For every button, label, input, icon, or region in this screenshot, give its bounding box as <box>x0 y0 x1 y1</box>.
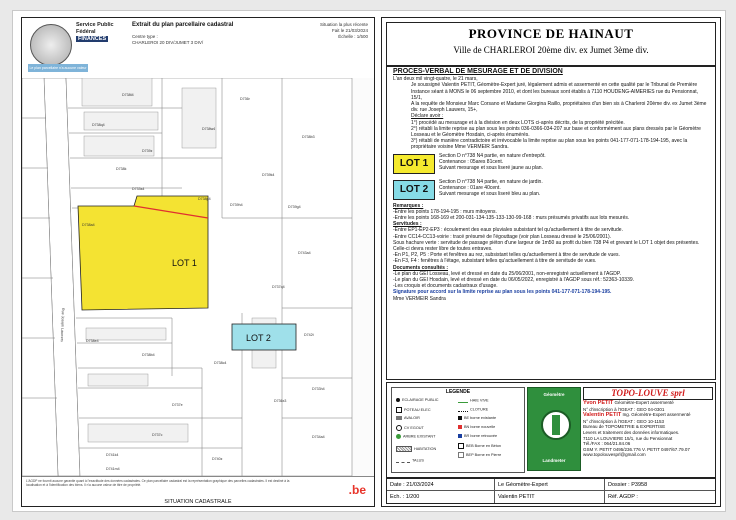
province-title: PROVINCE DE HAINAUT <box>468 26 634 41</box>
legend-item: TALUS <box>396 458 424 463</box>
province-box <box>386 22 716 66</box>
document-item: -Le plan du GEI Losseau, levé et dressé en date du 25/06/2001, non-enregistré actuellement à l'AGDP. <box>393 270 621 277</box>
parcel-label: D741k4 <box>106 453 119 457</box>
parcel-label: D738a4 <box>82 223 95 227</box>
parcel-label: D743a4 <box>298 251 311 255</box>
legend-block <box>386 382 716 478</box>
lot2-badge: LOT 2 <box>393 180 435 200</box>
intro-paragraph: Je soussigné Valentin PETIT, Géomètre-Expert juré, légalement admis et assermenté en cette qualité par le Tribunal de Première Instance séant à MONS le 06 septembre 2010, et dont les bureaux sont établis à 7110 HOUDENG-AIMERIES rue du Pensionnat, 15/1, <box>411 82 699 101</box>
remarque-item: -Entre les points 178-194-195 : murs mitoyens. <box>393 208 497 215</box>
signature-line: Signature pour accord sur la limite reprise au plan sous les points 041-177-071-178-194-195. <box>393 289 612 296</box>
legend-title: LEGENDE <box>445 389 471 395</box>
geometre-cell: Le Géomètre-Expert <box>495 479 605 491</box>
coat-of-arms-icon <box>30 24 72 66</box>
company-name: TOPO-LOUVE sprl <box>583 387 713 400</box>
legend-item: ECLAIRAGE PUBLIC <box>396 398 439 402</box>
declare-heading: Déclare avoir : <box>411 113 444 120</box>
situation-title: SITUATION CADASTRALE <box>164 499 232 505</box>
surveyor-2-reg: N° d'inscription à l'IGEAT : GEO 10-1153 <box>583 418 665 424</box>
company-block: TOPO-LOUVE sprl Yvon PETIT Géomètre-Expert assermenté N° d'inscription à l'IGEAT : GEO 04-0301 Valentin PETIT Ing. Géomètre-Expert assermenté N° d'inscription à l'IGEAT : GEO 10-1153 Bureau de TOPOMETRIE & EXPERTISE Levers et traitement des données informatiques. 7110 LA LOUVIERE 15/1, rue du Pensionnat Tél./FAX : 064/21.84.06 GSM Y. PETIT 0495/236.776 V. PETIT 0497/67.79.07 www.topolouvesprl@gmail.com <box>583 387 713 471</box>
lot1-badge: LOT 1 <box>393 154 435 174</box>
proces-verbal <box>386 66 716 380</box>
signer-name: Mme VERMEIR Sandra <box>393 295 446 302</box>
legend-item: BN borne nouvelle <box>458 425 495 429</box>
company-line: 7110 LA LOUVIERE 15/1, rue du Pensionnat <box>583 435 673 441</box>
declare-item: 1°) procédé au mesurage et à la division en deux LOTS ci-après décrits, de la propriété précitée. <box>411 119 625 126</box>
parcel-label: D742t <box>304 333 314 337</box>
servitude-item: Sous hachure verte : servitude de passage piéton d'une largeur de 1m50 au profit du bien 738 P4 et grevant le LOT 1 objet des présentes. Celle-ci devra rester libre de toutes entraves. <box>393 239 700 253</box>
surveyor-1-reg: N° d'inscription à l'IGEAT : GEO 04-0301 <box>583 406 665 412</box>
lot1-description: Section D n°738 N4 partie, en nature d'entrepôt. Contenance : 05ares 81cent. Suivant mesurage et sous liseré jaune au plan. <box>439 152 546 171</box>
company-line: Levers et traitement des données informatiques. <box>583 429 680 435</box>
cadastral-footer <box>22 476 374 507</box>
parcel-label: D738q4 <box>92 123 105 127</box>
commune-info: Centre type : CHARLEROI 20 DIV/JUMET 3 DIV/ <box>132 34 204 45</box>
streetlight-icon <box>396 398 400 402</box>
servitude-item: -En P1, P2, P5 : Porte et fenêtres au rez, subsistant telles qu'actuellement à titre de servitude de vues. <box>393 252 620 259</box>
parcel-label: D738w4 <box>202 127 216 131</box>
parcel-label: D741m4 <box>106 467 120 471</box>
parcel-label: D739z <box>142 149 153 153</box>
parcel-label: D734a4 <box>312 435 325 439</box>
survey-report <box>381 17 721 507</box>
date-line: L'an deux mil vingt-quatre, le 21 mars, <box>393 76 478 83</box>
legend-item: HAIE VIVE <box>458 398 489 403</box>
scale-cell: Ech. : 1/200 <box>387 491 495 503</box>
cadastral-map <box>22 78 374 476</box>
compass-icon <box>541 410 571 440</box>
parcel-label: D737e <box>172 403 183 407</box>
legend-item: CLOTURE <box>458 407 488 412</box>
date-cell: Date : 21/03/2024 <box>387 479 495 491</box>
street-label: Rue Joseph Lauwers <box>59 307 65 342</box>
slope-icon <box>396 458 410 463</box>
lot1-parcel <box>78 196 208 310</box>
surveyor-2-name: Valentin PETIT <box>583 412 622 419</box>
boundary-mark-icon <box>458 416 462 420</box>
servitude-item: -En F3, F4 : fenêtres à l'étage, subsistant telles qu'actuellement à titre de servitude de vues. <box>393 258 597 265</box>
geometre-badge <box>527 387 581 471</box>
legend <box>391 387 525 473</box>
be-logo-text: .be <box>348 483 366 497</box>
parcel-label: D738c4 <box>214 361 227 365</box>
finances-label: FINANCES <box>78 36 107 42</box>
sewer-icon <box>396 425 402 431</box>
parcel-label: D733s4 <box>132 187 145 191</box>
remarque-item: -Entre les points 168-169 et 200-031-134-135-133-130-99-168 : murs présumés privatifs aux lots mesurés. <box>393 215 630 222</box>
request-paragraph: A la requête de Monsieur Marc Corsano et Madame Giorgina Raillo, propriétaires d'un bien sis à Charleroi 20ème div. ex Jumet 3ème div. rue Joseph Lauwers, 15+, <box>411 101 707 114</box>
declare-item: 3°) rétabli de manière contradictoire et irrévocable la limite reprise au plan sous les points 041-177-071-178-194-195, avec la propriétaire voisine Mme VERMEIR Sandra. <box>411 138 688 151</box>
parcel-label: D736x3 <box>274 399 287 403</box>
servitude-item: -Entre CC14-CC13-voirie : tracé présumé de l'égouttage (voir plan Losseau dressé le 25/06/2001). <box>393 233 612 240</box>
dossier-cell: Dossier : P3958 <box>605 479 715 491</box>
parcel-label: D737c <box>152 433 163 437</box>
servitudes-heading: Servitudes : <box>393 221 422 228</box>
parcel-label: D733h4 <box>312 387 325 391</box>
document-item: -Les croquis et documents cadastraux d'usage. <box>393 283 498 290</box>
pv-title: PROCES-VERBAL DE MESURAGE ET DE DIVISION <box>393 68 563 75</box>
signer-cell: Valentin PETIT <box>495 491 605 503</box>
hedge-icon <box>458 398 468 403</box>
boundary-mark-icon <box>458 434 462 438</box>
building-hatch-icon <box>396 446 412 452</box>
documents-heading: Documents consultés : <box>393 264 449 271</box>
badge-top: Géomètre <box>543 392 565 397</box>
cadastral-header <box>22 18 374 79</box>
parcel-label: D738b3 <box>302 135 315 139</box>
legend-item: BEB Borne en Béton <box>458 443 501 449</box>
boundary-mark-icon <box>458 452 464 458</box>
legend-item: BEP Borne en Pierre <box>458 452 501 458</box>
legal-notice: Le plan parcellaire n'a aucune valeur juridique <box>29 66 87 78</box>
parcel-label: D738k <box>116 167 127 171</box>
legend-item: BR borne retrouvée <box>458 434 497 438</box>
parcel-label: D738t4 <box>122 93 134 97</box>
surveyor-1-name: Yvon PETIT <box>583 400 614 406</box>
remarques-heading: Remarques : <box>393 202 424 209</box>
drain-icon <box>396 416 402 420</box>
lot2-row <box>393 179 709 203</box>
pole-icon <box>396 407 402 413</box>
parcel-plan <box>22 78 374 476</box>
lot1-row <box>393 153 709 177</box>
legend-item: HABITATION <box>396 446 436 452</box>
parcel-label: D738b4 <box>142 353 155 357</box>
servitude-item: -Entre EP1-EP2-EP3 : écoulement des eaux pluviales subsistant tel qu'actuellement à titre de servitude. <box>393 227 623 234</box>
parcel-label: D738p4 <box>198 197 211 201</box>
legend-item: AVALOIR <box>396 416 420 420</box>
extract-title: Extrait du plan parcellaire cadastral <box>132 22 234 28</box>
service-name: Service Public Fédéral FINANCES <box>76 22 114 42</box>
parcel-label: D740z <box>212 457 223 461</box>
company-line: Tél./FAX : 064/21.84.06 <box>583 441 631 447</box>
badge-bottom: Landmeter <box>542 458 566 463</box>
parcel-label: D737q4 <box>272 285 285 289</box>
lot2-map-label: LOT 2 <box>246 333 271 343</box>
document-sheet <box>12 10 726 512</box>
tree-icon <box>396 434 401 439</box>
company-line: www.topolouvesprl@gmail.com <box>583 452 646 458</box>
title-block <box>386 478 716 504</box>
parcel-label: D739g4 <box>288 205 301 209</box>
cadastral-extract <box>21 17 375 507</box>
legend-item: POTEAU ELEC <box>396 407 431 413</box>
boundary-mark-icon <box>458 443 464 449</box>
document-item: -Le plan du GEI Hosdain, levé et dressé en date du 06/05/2022, enregistré à l'AGDP sous réf.: 52363-10339. <box>393 277 635 284</box>
company-line: Bureau de TOPOMETRIE & EXPERTISE <box>583 424 666 430</box>
parcel-label: D739k4 <box>262 173 275 177</box>
declare-item: 2°) rétabli la limite reprise au plan sous les points 036-0366-034-207 sur base et conformément aux plans dressés par le Géomètre Losseau et le Géomètre Hosdain, ci-après énumérés. <box>411 125 701 139</box>
boundary-mark-icon <box>458 425 462 429</box>
parcel-label: D739h4 <box>230 203 243 207</box>
fence-icon <box>458 407 468 412</box>
legend-item: BE borne existante <box>458 416 496 420</box>
disclaimer: L'AGDP ne fournit aucune garantie quant à l'exactitude des données cadastrales. Ce plan parcellaire cadastral est la représentation graphique des parcelles cadastrales. Il est destiné à la localisation et à l'identification des biens. Il n'a aucune valeur de titre de propriété. <box>26 479 290 487</box>
legend-item: ARBRE EXISTANT <box>396 434 435 439</box>
parcel-label: D736r <box>240 97 250 101</box>
legend-item: CV EGOUT <box>396 425 424 431</box>
situation-info: Situation la plus récente Fait le 21/03/2024 Échelle : 1/500 <box>319 22 368 39</box>
parcel-label: D738e4 <box>86 339 99 343</box>
city-division: Ville de CHARLEROI 20ème div. ex Jumet 3ème div. <box>453 45 649 55</box>
company-line: GSM Y. PETIT 0495/236.776 V. PETIT 0497/67.79.07 <box>583 446 690 452</box>
be-logo <box>349 483 366 497</box>
agdp-ref-cell: Réf. AGDP : <box>608 494 638 500</box>
lot1-map-label: LOT 1 <box>172 258 197 268</box>
lot2-description: Section D n°738 N4 partie, en nature de jardin. Contenance : 01are 40cent. Suivant mesurage et sous liseré bleu au plan. <box>439 178 543 197</box>
